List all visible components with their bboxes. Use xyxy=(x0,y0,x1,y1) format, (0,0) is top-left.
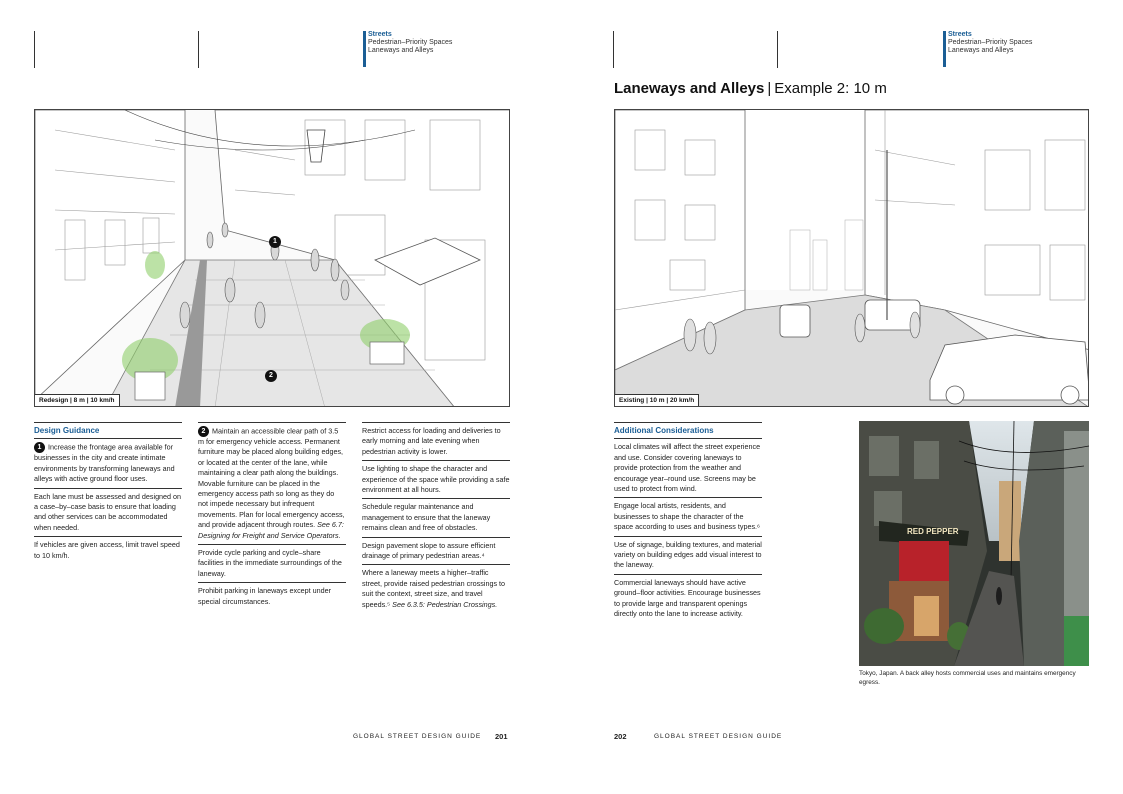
guidance-item: Provide cycle parking and cycle–share facilities in the immediate surroundings of the laneway. xyxy=(198,548,346,583)
additional-considerations xyxy=(614,422,762,626)
page-title xyxy=(614,80,887,97)
page-number-left: 201 xyxy=(495,732,508,741)
tokyo-alley-photo xyxy=(859,421,1089,666)
shop-sign-text: RED PEPPER xyxy=(907,527,959,536)
photo-drawing xyxy=(859,421,1089,666)
running-head-topic: Laneways and Alleys xyxy=(368,47,434,54)
guidance-item: Schedule regular maintenance and management to ensure that the laneway remains clean and free of obstacles. xyxy=(362,502,510,537)
header-rule xyxy=(198,31,199,68)
marker-1-badge: 1 xyxy=(34,442,45,453)
header-rule xyxy=(613,31,614,68)
running-head-topic: Laneways and Alleys xyxy=(948,47,1014,54)
redesign-drawing xyxy=(35,110,510,407)
design-guidance-heading: Design Guidance xyxy=(34,422,182,439)
consideration-item: Commercial laneways should have active ground–floor activities. Encourage businesses to provide large and transparent openings directly onto the lane to increase activity. xyxy=(614,577,761,619)
existing-illustration xyxy=(614,109,1089,407)
guidance-item: Use lighting to shape the character and experience of the space while providing a safe environment at all hours. xyxy=(362,464,510,499)
guidance-item: Restrict access for loading and deliveries to early morning and late evening when pedestrian activity is lower. xyxy=(362,422,510,461)
page-number-right: 202 xyxy=(614,732,627,741)
title-separator: | xyxy=(767,80,772,97)
header-rule xyxy=(777,31,778,68)
footer-publication-right: GLOBAL STREET DESIGN GUIDE xyxy=(654,733,783,740)
additional-considerations-heading: Additional Considerations xyxy=(614,422,762,439)
marker-2: 2 xyxy=(265,370,277,382)
design-guidance-col-2 xyxy=(198,422,346,613)
running-head-left xyxy=(368,31,452,55)
guidance-item: Prohibit parking in laneways except under special circumstances. xyxy=(198,586,332,606)
design-guidance-col-1 xyxy=(34,422,182,567)
running-head-right xyxy=(948,31,1032,55)
marker-1: 1 xyxy=(269,236,281,248)
guidance-item: If vehicles are given access, limit travel speed to 10 km/h. xyxy=(34,540,180,560)
page-title-sub: Example 2: 10 m xyxy=(774,80,887,97)
existing-label: Existing | 10 m | 20 km/h xyxy=(615,394,699,406)
consideration-item: Use of signage, building textures, and material variety on building edges add visual interest to the laneway. xyxy=(614,540,762,575)
marker-2-badge: 2 xyxy=(198,426,209,437)
guidance-item: Design pavement slope to assure efficient drainage of primary pedestrian areas.⁴ xyxy=(362,541,510,566)
redesign-illustration xyxy=(34,109,510,407)
redesign-label: Redesign | 8 m | 10 km/h xyxy=(35,394,120,406)
existing-drawing xyxy=(615,110,1089,407)
design-guidance-col-3 xyxy=(362,422,510,616)
footer-publication-left: GLOBAL STREET DESIGN GUIDE xyxy=(353,733,482,740)
running-head-section: Streets xyxy=(948,31,972,38)
guidance-item: Each lane must be assessed and designed on a case–by–case basis to ensure that loading and other services can be accommodated when needed. xyxy=(34,492,182,538)
guidance-item: 1 Increase the frontage area available for businesses in the city and create intimate environments by transforming laneways and alleys with active ground floor uses. xyxy=(34,442,182,488)
guidance-item: 2 Maintain an accessible clear path of 3.5 m for emergency vehicle access. Permanent furniture may be placed along building edges, or located at the center of the lane, while maintaining a clear path along the buildings. Movable furniture can be placed in the emergency access path so long as they do not impede necessary but infrequent movements. Plan for local emergency access, and provide adjacent through routes. See 6.7: Designing for Freight and Service Operators. xyxy=(198,422,346,545)
accent-bar xyxy=(943,31,946,67)
running-head-subsection: Pedestrian–Priority Spaces xyxy=(368,39,453,46)
consideration-item: Engage local artists, residents, and businesses to shape the character of the space according to uses and business types.⁶ xyxy=(614,501,762,536)
header-rule xyxy=(34,31,35,68)
page-title-main: Laneways and Alleys xyxy=(614,80,765,97)
running-head-subsection: Pedestrian–Priority Spaces xyxy=(948,39,1033,46)
consideration-item: Local climates will affect the street experience and use. Consider covering laneways to provide protection from the weather and encourage year–round use. Screens may be used to protect from wind. xyxy=(614,442,762,498)
running-head-section: Streets xyxy=(368,31,392,38)
photo-caption: Tokyo, Japan. A back alley hosts commercial uses and maintains emergency egress. xyxy=(859,670,1076,686)
guidance-item: Where a laneway meets a higher–traffic street, provide raised pedestrian crossings to suit the context, street size, and travel speeds.⁵ See 6.3.5: Pedestrian Crossings. xyxy=(362,568,506,609)
accent-bar xyxy=(363,31,366,67)
